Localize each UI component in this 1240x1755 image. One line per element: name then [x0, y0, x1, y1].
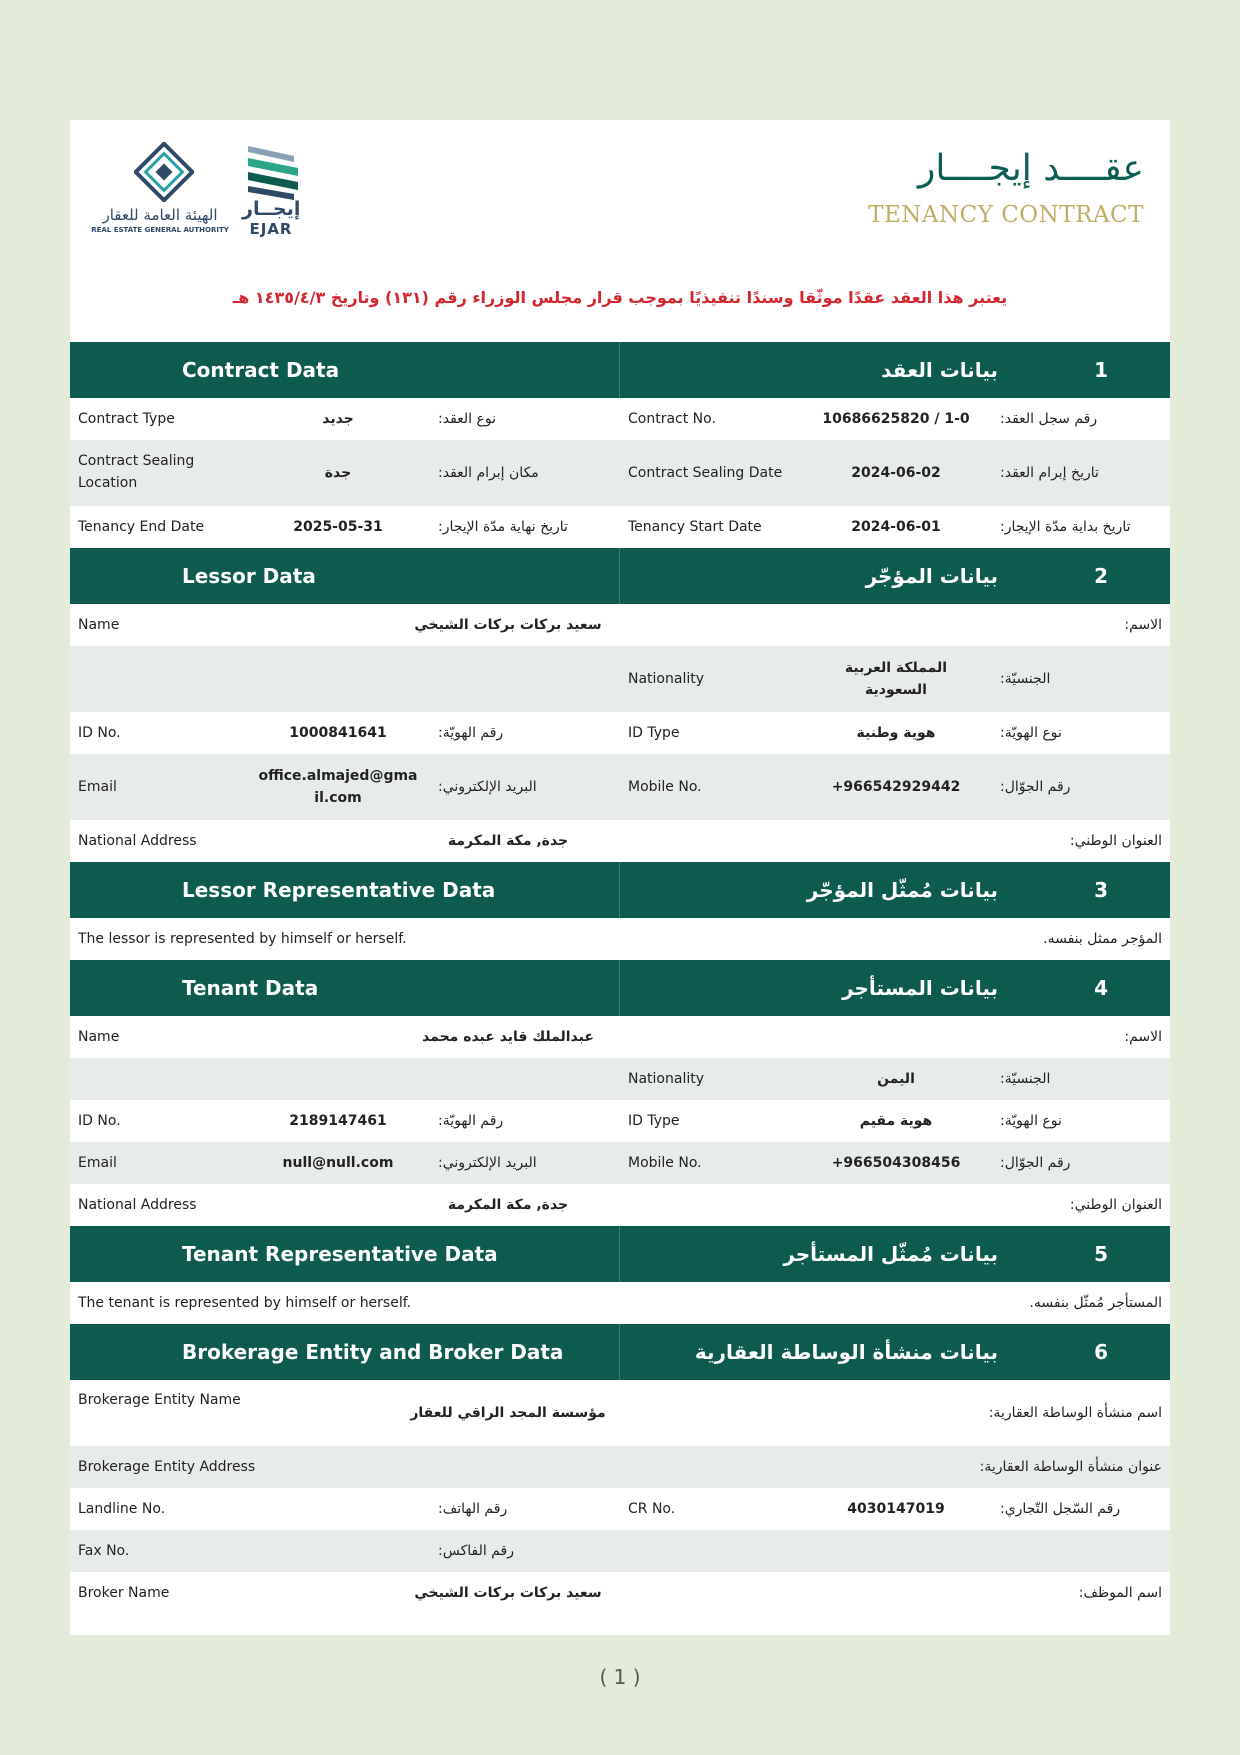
- label-ar: اسم منشأة الوساطة العقارية:: [988, 1405, 1162, 1421]
- section-number: 3: [1094, 878, 1108, 902]
- label-ar: البريد الإلكتروني:: [438, 1155, 537, 1171]
- label-ar: رقم الهاتف:: [438, 1501, 508, 1517]
- label-ar: مكان إبرام العقد:: [438, 465, 539, 481]
- label-ar: العنوان الوطني:: [1069, 833, 1162, 849]
- section-number: 2: [1094, 564, 1108, 588]
- value: office.almajed@gmail.com: [258, 767, 418, 806]
- table-row: [70, 712, 1170, 754]
- page-number: ( 1 ): [599, 1665, 641, 1689]
- section-divider: [619, 548, 620, 604]
- value: null@null.com: [282, 1155, 394, 1171]
- label-ar: نوع العقد:: [438, 411, 496, 427]
- section-divider: [619, 862, 620, 918]
- section-header-lessor-rep: [70, 862, 1170, 918]
- label-en: Email: [78, 1155, 117, 1171]
- label-en: ID Type: [628, 725, 680, 741]
- section-title-ar: بيانات مُمثّل المؤجّر: [806, 878, 998, 902]
- table-row: [70, 1142, 1170, 1184]
- value: هوية مقيم: [859, 1113, 933, 1129]
- label-en: Tenancy End Date: [78, 519, 205, 535]
- table-row: [70, 604, 1170, 646]
- label-en: Email: [78, 779, 117, 795]
- value: جديد: [322, 411, 354, 427]
- value: مؤسسة المجد الراقي للعقار: [410, 1405, 606, 1421]
- text-ar: المستأجر مُمثّل بنفسه.: [1029, 1295, 1162, 1311]
- table-row: [70, 1446, 1170, 1488]
- label-en: Nationality: [628, 1071, 705, 1087]
- value: +966542929442: [831, 779, 961, 795]
- section-title-ar: بيانات المستأجر: [842, 976, 998, 1000]
- label-en: National Address: [78, 833, 197, 849]
- label-ar: رقم الجوّال:: [1000, 779, 1071, 795]
- table-row: [70, 1380, 1170, 1446]
- label-ar: تاريخ إبرام العقد:: [1000, 465, 1099, 481]
- ejar-logo-english: EJAR: [249, 220, 293, 238]
- value: هوية وطنية: [856, 725, 936, 741]
- label-ar: اسم الموظف:: [1078, 1585, 1162, 1601]
- section-header-contract: [70, 342, 1170, 398]
- value: +966504308456: [831, 1155, 961, 1171]
- label-en: Contract Sealing Date: [628, 465, 783, 481]
- table-row: [70, 1058, 1170, 1100]
- section-title-en: Tenant Representative Data: [182, 1242, 498, 1266]
- label-en: Broker Name: [78, 1585, 170, 1601]
- contract-page: [70, 120, 1170, 1635]
- table-row: [70, 398, 1170, 440]
- section-title-ar: بيانات مُمثّل المستأجر: [783, 1242, 998, 1266]
- table-row: [70, 1184, 1170, 1226]
- label-en: Contract Sealing Location: [78, 453, 195, 491]
- value: سعيد بركات بركات الشيخي: [414, 1585, 602, 1601]
- value: 2024-06-01: [851, 519, 941, 535]
- text-en: The tenant is represented by himself or herself.: [78, 1295, 412, 1311]
- section-title-ar: بيانات العقد: [881, 358, 998, 382]
- label-en: Brokerage Entity Address: [78, 1459, 256, 1475]
- section-divider: [619, 960, 620, 1016]
- section-number: 4: [1094, 976, 1108, 1000]
- section-divider: [619, 342, 620, 398]
- legal-notice: يعتبر هذا العقد عقدًا موثّقا وسندًا تنفيذيًا بموجب قرار مجلس الوزراء رقم (١٣١) وتاريخ ١٤٣٥/٤/٣ هـ: [232, 288, 1008, 307]
- table-row: [70, 1282, 1170, 1324]
- label-ar: تاريخ نهاية مدّة الإيجار:: [438, 519, 568, 535]
- label-en: Landline No.: [78, 1501, 166, 1517]
- contract-body: [70, 342, 1170, 1614]
- table-row: [70, 1100, 1170, 1142]
- label-ar: الجنسيّة:: [1000, 1071, 1051, 1087]
- rega-logo-icon: [134, 142, 194, 202]
- table-row: [70, 754, 1170, 820]
- label-ar: البريد الإلكتروني:: [438, 779, 537, 795]
- rega-logo-arabic: الهيئة العامة للعقار: [102, 206, 218, 224]
- label-ar: رقم السّجل التّجاري:: [1000, 1501, 1121, 1517]
- label-en: ID No.: [78, 725, 121, 741]
- label-ar: رقم الفاكس:: [438, 1543, 514, 1559]
- label-en: Mobile No.: [628, 1155, 702, 1171]
- table-row: [70, 820, 1170, 862]
- label-en: Name: [78, 617, 120, 633]
- title-english: TENANCY CONTRACT: [868, 202, 1144, 228]
- label-en: Mobile No.: [628, 779, 702, 795]
- text-en: The lessor is represented by himself or herself.: [78, 931, 407, 947]
- section-divider: [619, 1226, 620, 1282]
- text-ar: المؤجر ممثل بنفسه.: [1043, 931, 1162, 947]
- section-header-tenant-rep: [70, 1226, 1170, 1282]
- section-title-en: Tenant Data: [182, 976, 319, 1000]
- section-number: 5: [1094, 1242, 1108, 1266]
- table-row: [70, 1488, 1170, 1530]
- table-row: [70, 506, 1170, 548]
- value: المملكة العربية السعودية: [844, 659, 948, 698]
- section-title-ar: بيانات المؤجّر: [865, 564, 998, 588]
- value: 2025-05-31: [293, 519, 383, 535]
- value: عبدالملك قايد عبده محمد: [422, 1029, 594, 1045]
- section-number: 6: [1094, 1340, 1108, 1364]
- section-number: 1: [1094, 358, 1108, 382]
- value: 10686625820 / 1-0: [822, 411, 970, 427]
- label-en: CR No.: [628, 1501, 676, 1517]
- label-en: Fax No.: [78, 1543, 130, 1559]
- value: 4030147019: [847, 1501, 945, 1517]
- value: جدة, مكة المكرمة: [447, 1197, 569, 1213]
- label-en: National Address: [78, 1197, 197, 1213]
- value: 1000841641: [289, 725, 387, 741]
- label-ar: رقم الهويّة:: [438, 1113, 504, 1129]
- section-header-tenant: [70, 960, 1170, 1016]
- label-en: Brokerage Entity Name: [78, 1392, 241, 1408]
- section-header-brokerage: [70, 1324, 1170, 1380]
- section-header-lessor: [70, 548, 1170, 604]
- ejar-logo-icon: [242, 142, 312, 202]
- table-row: [70, 646, 1170, 712]
- section-title-en: Contract Data: [182, 358, 340, 382]
- value: 2189147461: [289, 1113, 387, 1129]
- label-en: Nationality: [628, 671, 705, 687]
- value: اليمن: [877, 1071, 915, 1087]
- label-ar: رقم الهويّة:: [438, 725, 504, 741]
- table-row: [70, 918, 1170, 960]
- value: سعيد بركات بركات الشيخي: [414, 617, 602, 633]
- label-ar: رقم الجوّال:: [1000, 1155, 1071, 1171]
- label-en: Contract No.: [628, 411, 716, 427]
- document-header: [70, 120, 1170, 340]
- label-en: ID Type: [628, 1113, 680, 1129]
- value: جدة: [324, 465, 352, 481]
- label-ar: رقم سجل العقد:: [1000, 411, 1098, 427]
- label-ar: تاريخ بداية مدّة الإيجار:: [1000, 519, 1131, 535]
- label-ar: العنوان الوطني:: [1069, 1197, 1162, 1213]
- label-en: Tenancy Start Date: [628, 519, 762, 535]
- label-ar: الاسم:: [1124, 617, 1162, 633]
- label-en: ID No.: [78, 1113, 121, 1129]
- table-row: [70, 1572, 1170, 1614]
- section-divider: [619, 1324, 620, 1380]
- ejar-logo-arabic: إيجــار: [242, 198, 301, 220]
- table-row: [70, 1530, 1170, 1572]
- title-arabic: عقــــد إيجــــار: [917, 148, 1144, 189]
- value: جدة, مكة المكرمة: [447, 833, 569, 849]
- label-ar: عنوان منشأة الوساطة العقارية:: [979, 1459, 1162, 1475]
- label-ar: نوع الهويّة:: [1000, 1113, 1062, 1129]
- rega-logo-english: REAL ESTATE GENERAL AUTHORITY: [91, 226, 229, 234]
- label-en: Contract Type: [78, 411, 175, 427]
- label-ar: نوع الهويّة:: [1000, 725, 1062, 741]
- section-title-en: Brokerage Entity and Broker Data: [182, 1340, 564, 1364]
- value: 2024-06-02: [851, 465, 941, 481]
- table-row: [70, 440, 1170, 506]
- label-ar: الاسم:: [1124, 1029, 1162, 1045]
- table-row: [70, 1016, 1170, 1058]
- section-title-ar: بيانات منشأة الوساطة العقارية: [694, 1340, 998, 1364]
- label-ar: الجنسيّة:: [1000, 671, 1051, 687]
- section-title-en: Lessor Representative Data: [182, 878, 496, 902]
- label-en: Name: [78, 1029, 120, 1045]
- section-title-en: Lessor Data: [182, 564, 316, 588]
